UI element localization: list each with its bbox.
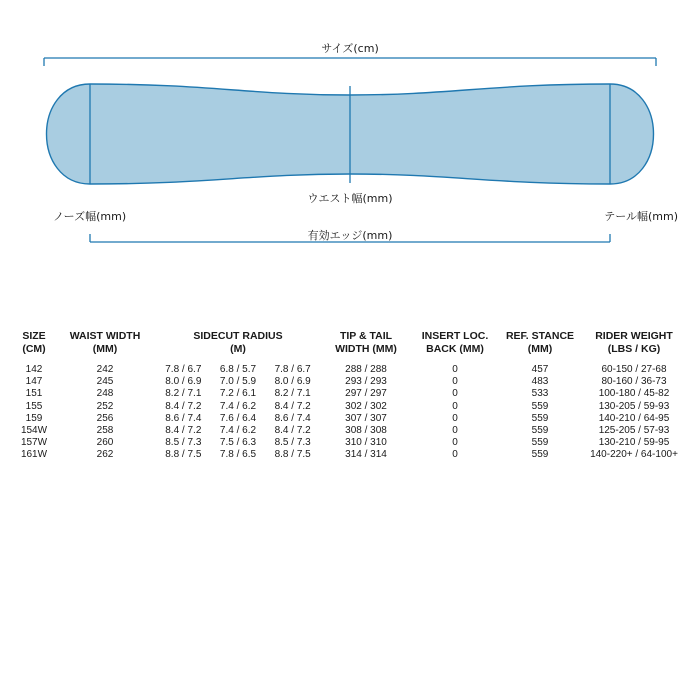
- cell-sidecut-2: 7.4 / 6.2: [219, 400, 257, 412]
- cell-size: 159: [25, 412, 43, 424]
- cell-ref-stance: 533: [531, 388, 549, 400]
- cell-insert-loc: 0: [452, 449, 458, 461]
- cell-rider-weight: 140-210 / 64-95: [598, 412, 670, 424]
- cell-sidecut-1: 7.8 / 6.7: [165, 364, 202, 375]
- cell-rider-weight: 80-160 / 36-73: [601, 376, 667, 388]
- cell-size: 147: [25, 376, 43, 388]
- cell-insert-loc: 0: [452, 364, 458, 375]
- spec-table: [14, 330, 686, 462]
- cell-sidecut-3: 7.8 / 6.7: [274, 364, 311, 375]
- effective-edge-label: 有効エッジ(mm): [307, 229, 393, 242]
- table-row: [14, 413, 686, 425]
- table-row: [14, 364, 686, 376]
- cell-ref-stance: 559: [531, 449, 549, 461]
- cell-tip-tail-width: 308 / 308: [345, 425, 387, 437]
- header-waist-width: [54, 330, 156, 364]
- cell-waist-width: 260: [96, 437, 114, 449]
- cell-ref-stance: 457: [531, 364, 549, 375]
- header-stance-line2: (MM): [527, 343, 553, 355]
- cell-waist-width: 252: [96, 400, 114, 412]
- header-sidecut-line2: (M): [230, 343, 246, 355]
- cell-size: 154W: [20, 425, 48, 437]
- cell-sidecut-3: 8.4 / 7.2: [274, 400, 311, 412]
- size-dimension-line: [44, 58, 656, 66]
- header-rider-line2: (LBS / KG): [607, 343, 661, 355]
- cell-ref-stance: 559: [531, 437, 549, 449]
- cell-insert-loc: 0: [452, 425, 458, 437]
- header-stance-line1: REF. STANCE: [505, 330, 575, 342]
- cell-waist-width: 248: [96, 388, 114, 400]
- table-row: [14, 449, 686, 461]
- cell-sidecut-1: 8.2 / 7.1: [165, 388, 202, 400]
- header-insert-loc: [412, 330, 498, 364]
- cell-ref-stance: 559: [531, 400, 549, 412]
- cell-tip-tail-width: 297 / 297: [345, 388, 387, 400]
- cell-sidecut-1: 8.4 / 7.2: [165, 425, 202, 437]
- cell-rider-weight: 140-220+ / 64-100+: [590, 449, 678, 461]
- table-row: [14, 376, 686, 388]
- cell-sidecut-2: 7.2 / 6.1: [219, 388, 257, 400]
- cell-sidecut-2: 7.6 / 6.4: [219, 412, 257, 424]
- cell-tip-tail-width: 302 / 302: [345, 400, 387, 412]
- cell-sidecut-3: 8.8 / 7.5: [274, 449, 311, 461]
- cell-sidecut-2: 7.5 / 6.3: [219, 437, 257, 449]
- cell-sidecut-3: 8.2 / 7.1: [274, 388, 311, 400]
- cell-insert-loc: 0: [452, 437, 458, 449]
- cell-rider-weight: 130-210 / 59-95: [598, 437, 670, 449]
- cell-sidecut-2: 7.8 / 6.5: [219, 449, 257, 461]
- cell-sidecut-2: 7.0 / 5.9: [219, 376, 257, 388]
- cell-sidecut-1: 8.8 / 7.5: [165, 449, 202, 461]
- cell-sidecut-1: 8.4 / 7.2: [165, 400, 202, 412]
- header-size-line2: (CM): [22, 343, 46, 355]
- cell-sidecut-3: 8.0 / 6.9: [274, 376, 311, 388]
- header-insert-line1: INSERT LOC.: [421, 330, 489, 342]
- tail-label: テール幅(mm): [604, 210, 678, 223]
- cell-sidecut-3: 8.6 / 7.4: [274, 412, 311, 424]
- table-row: [14, 425, 686, 437]
- cell-ref-stance: 559: [531, 412, 549, 424]
- size-label: サイズ(cm): [321, 42, 379, 55]
- cell-tip-tail-width: 310 / 310: [345, 437, 387, 449]
- table-row: [14, 388, 686, 400]
- header-waist-line1: WAIST WIDTH: [69, 330, 141, 342]
- cell-size: 155: [25, 400, 43, 412]
- snowboard-dimension-diagram: [0, 0, 700, 260]
- header-size: [14, 330, 54, 364]
- nose-label: ノーズ幅(mm): [53, 210, 127, 223]
- header-tip-line2: WIDTH (MM): [335, 343, 397, 355]
- cell-waist-width: 245: [96, 376, 114, 388]
- cell-waist-width: 262: [96, 449, 114, 461]
- table-header-row: [14, 330, 686, 364]
- header-tip-line1: TIP & TAIL: [339, 330, 393, 342]
- cell-rider-weight: 125-205 / 57-93: [598, 425, 670, 437]
- cell-sidecut-1: 8.6 / 7.4: [165, 412, 202, 424]
- cell-sidecut-3: 8.5 / 7.3: [274, 437, 311, 449]
- table-row: [14, 437, 686, 449]
- cell-insert-loc: 0: [452, 388, 458, 400]
- header-rider-weight: [582, 330, 686, 364]
- cell-size: 161W: [20, 449, 48, 461]
- cell-size: 142: [25, 364, 43, 375]
- cell-size: 151: [25, 388, 43, 400]
- cell-rider-weight: 130-205 / 59-93: [598, 400, 670, 412]
- cell-tip-tail-width: 314 / 314: [345, 449, 387, 461]
- header-waist-line2: (MM): [92, 343, 118, 355]
- cell-rider-weight: 60-150 / 27-68: [601, 364, 667, 375]
- header-insert-line2: BACK (MM): [426, 343, 484, 355]
- cell-size: 157W: [20, 437, 48, 449]
- cell-sidecut-2: 7.4 / 6.2: [219, 425, 257, 437]
- cell-rider-weight: 100-180 / 45-82: [598, 388, 670, 400]
- cell-insert-loc: 0: [452, 376, 458, 388]
- cell-sidecut-1: 8.5 / 7.3: [165, 437, 202, 449]
- cell-sidecut-3: 8.4 / 7.2: [274, 425, 311, 437]
- cell-insert-loc: 0: [452, 412, 458, 424]
- cell-ref-stance: 559: [531, 425, 549, 437]
- header-sidecut-radius: [156, 330, 320, 364]
- table-row: [14, 401, 686, 413]
- waist-label: ウエスト幅(mm): [307, 192, 393, 205]
- cell-tip-tail-width: 307 / 307: [345, 412, 387, 424]
- header-size-line1: SIZE: [22, 330, 46, 342]
- cell-sidecut-1: 8.0 / 6.9: [165, 376, 202, 388]
- cell-waist-width: 242: [96, 364, 114, 375]
- cell-tip-tail-width: 293 / 293: [345, 376, 387, 388]
- cell-waist-width: 256: [96, 412, 114, 424]
- header-sidecut-line1: SIDECUT RADIUS: [193, 330, 283, 342]
- cell-insert-loc: 0: [452, 400, 458, 412]
- cell-waist-width: 258: [96, 425, 114, 437]
- cell-sidecut-2: 6.8 / 5.7: [219, 364, 257, 375]
- cell-ref-stance: 483: [531, 376, 549, 388]
- header-rider-line1: RIDER WEIGHT: [595, 330, 673, 342]
- cell-tip-tail-width: 288 / 288: [345, 364, 387, 375]
- header-tip-tail-width: [320, 330, 412, 364]
- header-ref-stance: [498, 330, 582, 364]
